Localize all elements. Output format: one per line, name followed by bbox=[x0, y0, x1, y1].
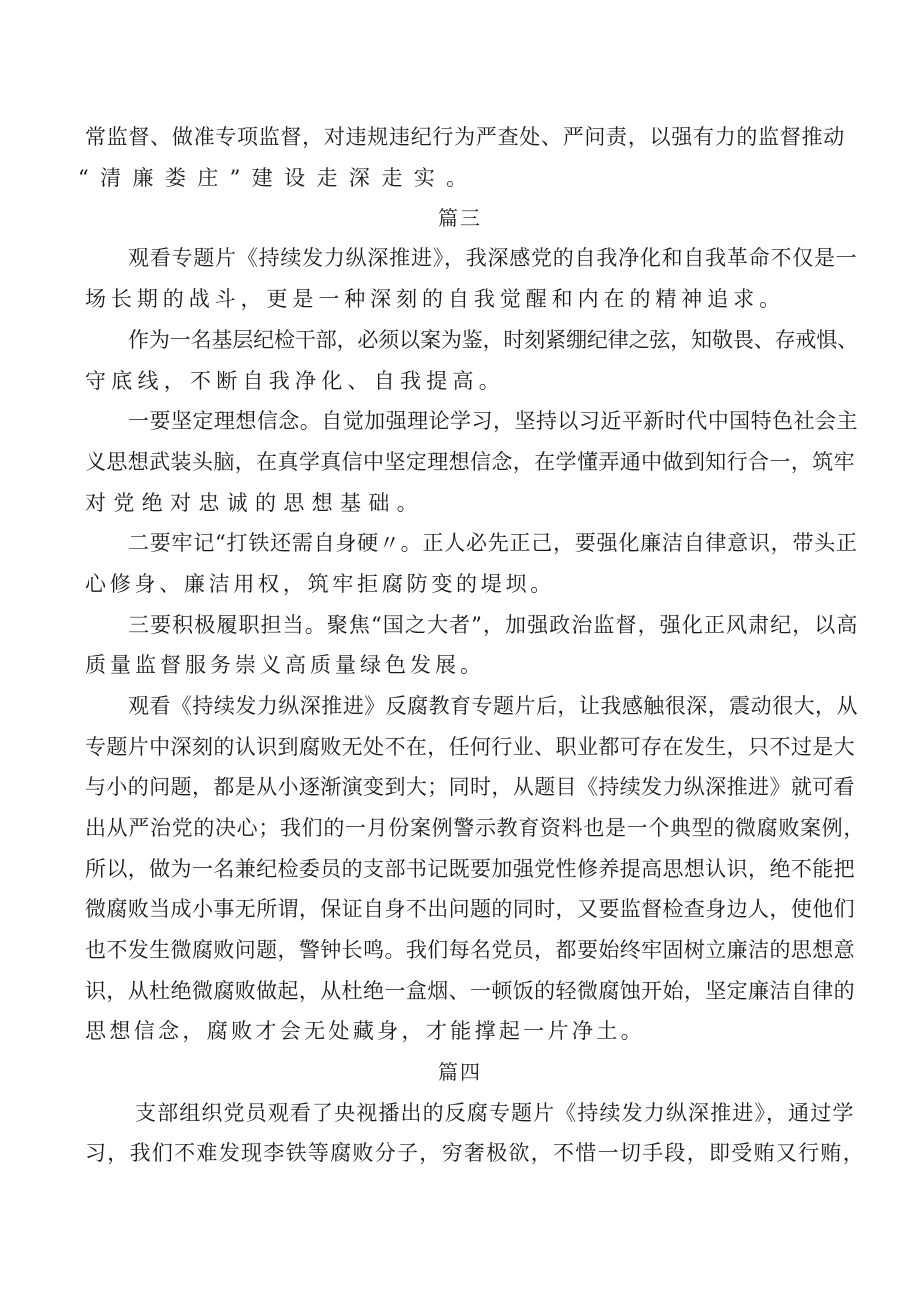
text-line: 对党绝对忠诚的思想基础。 bbox=[85, 491, 425, 515]
text-line: 与小的问题，都是从小逐渐演变到大；同时，从题目《持续发力纵深推进》就可看 bbox=[85, 775, 855, 799]
text-line: 思想信念，腐败才会无处藏身，才能撑起一片净土。 bbox=[85, 1019, 645, 1043]
text-line: “清廉娄庄”建设走深走实。 bbox=[78, 166, 478, 190]
text-line: 所以，做为一名兼纪检委员的支部书记既要加强党性修养提高思想认识，绝不能把 bbox=[85, 857, 855, 881]
text-line: 一要坚定理想信念。自觉加强理论学习，坚持以习近平新时代中国特色社会主 bbox=[128, 409, 858, 433]
section-heading-4: 篇四 bbox=[438, 1060, 482, 1084]
text-line: 二要牢记“打铁还需自身硬〃。正人必先正己，要强化廉洁自律意识，带头正 bbox=[128, 531, 858, 555]
text-line: 识，从杜绝微腐败做起，从杜绝一盒烟、一顿饭的轻微腐蚀开始，坚定廉洁自律的 bbox=[85, 979, 855, 1003]
text-line: 支部组织党员观看了央视播出的反腐专题片《持续发力纵深推进》，通过学 bbox=[135, 1101, 855, 1125]
text-line: 专题片中深刻的认识到腐败无处不在，任何行业、职业都可存在发生，只不过是大 bbox=[85, 735, 855, 759]
text-line: 质量监督服务崇义高质量绿色发展。 bbox=[85, 653, 485, 677]
text-line: 作为一名基层纪检干部，必须以案为鉴，时刻紧绷纪律之弦，知敬畏、存戒惧、 bbox=[128, 328, 858, 352]
text-line: 守底线，不断自我净化、自我提高。 bbox=[85, 369, 505, 393]
text-line: 三要积极履职担当。聚焦“国之大者”，加强政治监督，强化正风肃纪，以高 bbox=[128, 613, 858, 637]
text-line: 义思想武装头脑，在真学真信中坚定理想信念，在学懂弄通中做到知行合一，筑牢 bbox=[85, 450, 855, 474]
text-line: 场长期的战斗，更是一种深刻的自我觉醒和内在的精神追求。 bbox=[85, 287, 785, 311]
text-line: 也不发生微腐败问题，警钟长鸣。我们每名党员，都要始终牢固树立廉洁的思想意 bbox=[85, 938, 855, 962]
text-line: 观看《持续发力纵深推进》反腐教育专题片后，让我感触很深，震动很大，从 bbox=[128, 694, 858, 718]
text-line: 微腐败当成小事无所谓，保证自身不出问题的同时，又要监督检查身边人，使他们 bbox=[85, 897, 855, 921]
section-heading-3: 篇三 bbox=[438, 206, 482, 230]
text-line: 常监督、做准专项监督，对违规违纪行为严查处、严问责，以强有力的监督推动 bbox=[85, 125, 845, 149]
text-line: 心修身、廉洁用权，筑牢拒腐防变的堤坝。 bbox=[85, 572, 555, 596]
text-line: 出从严治党的决心；我们的一月份案例警示教育资料也是一个典型的微腐败案例， bbox=[85, 816, 865, 840]
text-line: 观看专题片《持续发力纵深推进》，我深感党的自我净化和自我革命不仅是一 bbox=[128, 246, 858, 270]
text-line: 习，我们不难发现李铁等腐败分子，穷奢极欲，不惜一切手段，即受贿又行贿， bbox=[85, 1141, 865, 1165]
